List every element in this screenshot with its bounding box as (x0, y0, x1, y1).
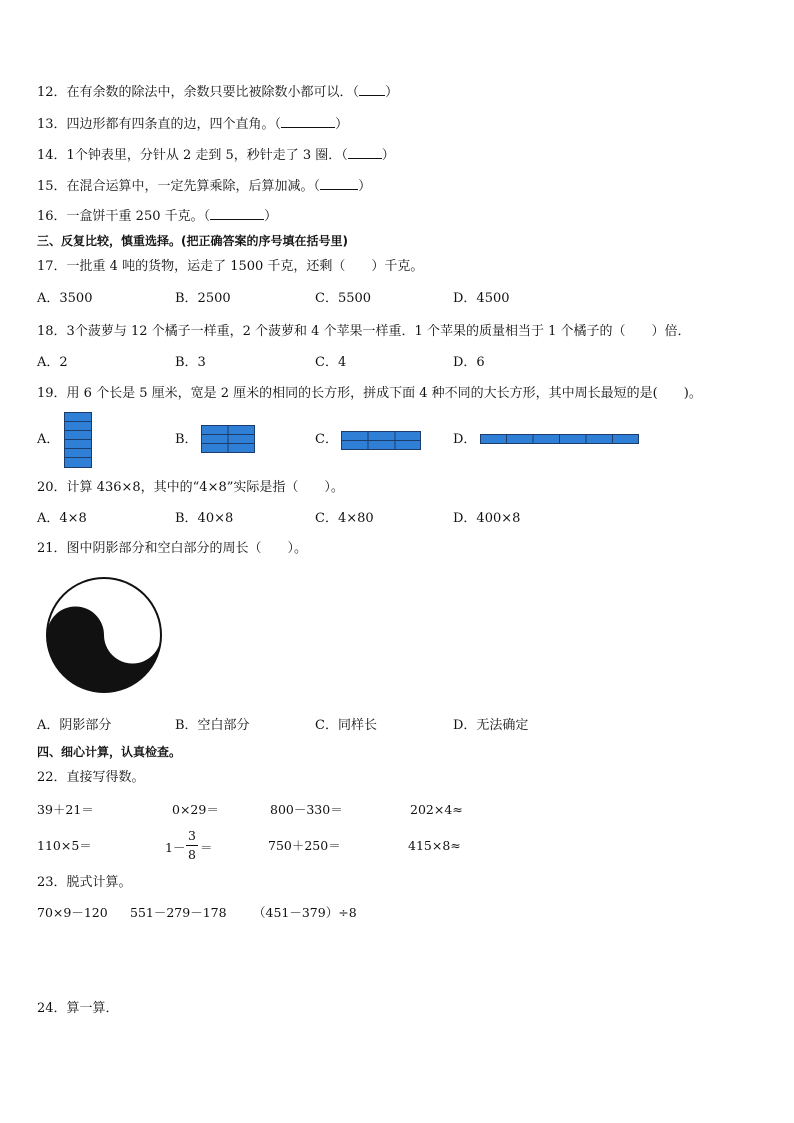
question-19: 19．用 6 个长是 5 厘米，宽是 2 厘米的相同的长方形，拼成下面 4 种不同的大长方形，其中周长最短的是( )。 (37, 386, 702, 401)
question-18: 18．3个菠萝与 12 个橘子一样重，2 个菠萝和 4 个苹果一样重．1 个苹果的质量相当于 1 个橘子的（ ）倍． (37, 324, 691, 339)
calc-expression: 415×8≈ (408, 838, 461, 853)
rectangle-figure-d (480, 434, 639, 444)
calc-expression: 0×29＝ (172, 802, 219, 817)
rectangle-figure-a (64, 412, 92, 468)
option-a[interactable]: A．3500 (37, 291, 93, 306)
calc-expression: 110×5＝ (37, 838, 92, 853)
rectangle-figure-b (201, 425, 255, 453)
section-3-heading: 三、反复比较，慎重选择。(把正确答案的序号填在括号里) (37, 234, 348, 248)
option-d[interactable]: D．无法确定 (453, 718, 529, 733)
calc-expression: 750＋250＝ (268, 838, 341, 853)
question-23: 23．脱式计算。 (37, 875, 132, 890)
option-a[interactable]: A．2 (37, 355, 68, 370)
fraction-numerator: 3 (188, 828, 196, 843)
answer-blank[interactable] (281, 115, 335, 128)
fraction-lead: 1－ (165, 840, 186, 855)
question-13: 13．四边形都有四条直的边，四个直角。（ ） (37, 117, 349, 132)
question-24: 24．算一算． (37, 1001, 119, 1016)
question-number: 13． (37, 117, 67, 132)
rectangle-figure-c (341, 431, 421, 450)
answer-blank[interactable] (210, 207, 264, 220)
answer-blank[interactable] (359, 83, 385, 96)
question-12: 12．在有余数的除法中，余数只要比被除数小都可以．（ ） (37, 85, 399, 100)
question-15: 15．在混合运算中，一定先算乘除，后算加减。（ ） (37, 179, 372, 194)
option-d[interactable]: D．4500 (453, 291, 510, 306)
question-20: 20．计算 436×8，其中的“4×8”实际是指（ ）。 (37, 480, 344, 495)
option-c[interactable]: C．5500 (315, 291, 372, 306)
question-21: 21．图中阴影部分和空白部分的周长（ ）。 (37, 541, 308, 556)
question-text: 四边形都有四条直的边，四个直角。（ (66, 117, 282, 132)
section-4-heading: 四、细心计算，认真检查。 (37, 745, 182, 759)
option-b[interactable]: B．3 (175, 355, 206, 370)
question-16: 16．一盒饼干重 250 千克。（ ） (37, 209, 278, 224)
option-c[interactable]: C． (315, 432, 338, 447)
fraction-expression (165, 828, 215, 866)
question-number: 15． (37, 179, 67, 194)
question-text: 在有余数的除法中，余数只要比被除数小都可以．（ (66, 85, 360, 100)
option-a[interactable]: A． (37, 432, 60, 447)
answer-blank[interactable] (348, 146, 382, 159)
option-b[interactable]: B．2500 (175, 291, 231, 306)
option-a[interactable]: A．阴影部分 (37, 718, 112, 733)
answer-blank[interactable] (320, 177, 358, 190)
option-b[interactable]: B．40×8 (175, 511, 234, 526)
question-14: 14．1个钟表里，分针从 2 走到 5，秒针走了 3 圈．（ ） (37, 148, 395, 163)
option-d[interactable]: D． (453, 432, 477, 447)
option-b[interactable]: B．空白部分 (175, 718, 250, 733)
question-17: 17．一批重 4 吨的货物，运走了 1500 千克，还剩（ ）千克。 (37, 259, 424, 274)
question-text: 1个钟表里，分针从 2 走到 5，秒针走了 3 圈．（ (66, 148, 348, 163)
option-c[interactable]: C．同样长 (315, 718, 377, 733)
question-22: 22．直接写得数。 (37, 770, 145, 785)
calc-expression: （451－379）÷8 (253, 905, 357, 920)
calc-expression: 70×9－120 (37, 905, 108, 920)
calc-expression: 551－279－178 (130, 905, 227, 920)
calc-expression: 202×4≈ (410, 802, 463, 817)
fraction-tail: ＝ (200, 840, 213, 855)
question-number: 14． (37, 148, 67, 163)
fraction-bar (186, 845, 198, 846)
option-d[interactable]: D．400×8 (453, 511, 521, 526)
question-number: 12． (37, 85, 67, 100)
question-text: 在混合运算中，一定先算乘除，后算加减。（ (66, 179, 321, 194)
option-c[interactable]: C．4×80 (315, 511, 374, 526)
question-number: 16． (37, 209, 67, 224)
option-a[interactable]: A．4×8 (37, 511, 87, 526)
calc-expression: 39＋21＝ (37, 802, 94, 817)
calc-expression: 800－330＝ (270, 802, 343, 817)
option-c[interactable]: C．4 (315, 355, 347, 370)
yin-yang-figure (45, 576, 163, 694)
fraction-denominator: 8 (188, 847, 196, 862)
question-text: 一盒饼干重 250 千克。（ (66, 209, 211, 224)
option-b[interactable]: B． (175, 432, 198, 447)
option-d[interactable]: D．6 (453, 355, 485, 370)
